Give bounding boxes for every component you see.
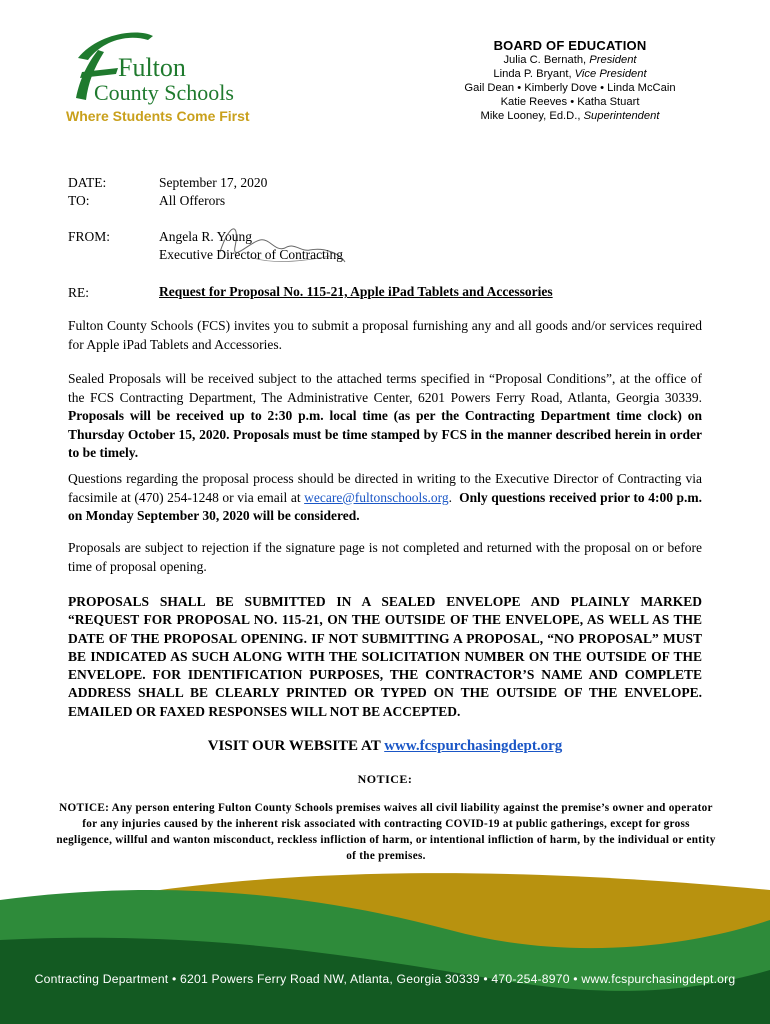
footer-banner [0, 860, 770, 1024]
from-title: Executive Director of Contracting [159, 247, 344, 262]
logo-line2: County Schools [94, 80, 234, 105]
board-title: BOARD OF EDUCATION [493, 38, 647, 53]
visit-website: VISIT OUR WEBSITE AT www.fcspurchasingdept.org [207, 738, 563, 754]
board-line-4: Katie Reeves • Katha Stuart [500, 96, 640, 108]
to-label: TO: [68, 193, 90, 208]
signature-image [190, 212, 350, 272]
email-link[interactable]: wecare@fultonschools.org [304, 489, 449, 505]
board-line-2: Linda P. Bryant, Vice President [493, 68, 647, 80]
fulton-county-schools-logo [58, 28, 258, 128]
board-line-3: Gail Dean • Kimberly Dove • Linda McCain [464, 82, 676, 94]
re-subject: Request for Proposal No. 115-21, Apple iPad Tablets and Accessories [159, 284, 553, 299]
notice-title: NOTICE: [357, 772, 413, 786]
paragraph-submission-instructions: PROPOSALS SHALL BE SUBMITTED IN A SEALED ENVELOPE AND PLAINLY MARKED “REQUEST FOR PROPOSAL NO. 115-21, ON THE OUTSIDE OF THE ENVELOPE, AS WELL AS THE DATE OF THE PROPOSAL OPENING. IF NOT SUBMITTING A PROPOSAL, “NO PROPOSAL” MUST BE INDICATED AS SUCH ALONG WITH THE SOLICITATION NUMBER ON THE OUTSIDE OF THE ENVELOPE. FOR IDENTIFICATION PURPOSES, THE CONTRACTOR’S NAME AND COMPLETE ADDRESS SHALL BE CLEARLY PRINTED OR TYPED ON THE OUTSIDE OF THE ENVELOPE. EMAILED OR FAXED RESPONSES WILL NOT BE ACCEPTED. [68, 594, 702, 719]
board-of-education [420, 38, 720, 123]
notice-body: NOTICE: Any person entering Fulton County Schools premises waives all civil liability against the premise’s owner and operator for any injuries caused by the inherent risk associated with contracting COVID-19 at public gatherings, except for gross negligence, willful and wanton misconduct, reckless infliction of harm, or intentional infliction of harm, by the individual or entity of the premises. [56, 802, 716, 862]
from-name: Angela R. Young [159, 229, 253, 244]
logo-tagline: Where Students Come First [66, 108, 250, 124]
paragraph-questions: Questions regarding the proposal process should be directed in writing to the Executive Director of Contracting via facsimile at (470) 254-1248 or via email at wecare@fultonschools.org. Only questions received prior to 4:00 p.m. on Monday September 30, 2020 will be considered. [68, 471, 703, 523]
date-value: September 17, 2020 [159, 175, 268, 190]
footer-contact: Contracting Department • 6201 Powers Ferry Road NW, Atlanta, Georgia 30339 • 470-254-8970 • www.fcspurchasingdept.org [34, 972, 736, 986]
paragraph-rejection: Proposals are subject to rejection if the signature page is not completed and returned with the proposal on or before time of proposal opening. [68, 540, 702, 574]
board-line-5: Mike Looney, Ed.D., Superintendent [480, 110, 660, 122]
website-link[interactable]: www.fcspurchasingdept.org [384, 738, 563, 754]
board-line-1: Julia C. Bernath, President [503, 54, 637, 66]
paragraph-sealed-proposals: Sealed Proposals will be received subject to the attached terms specified in “Proposal Conditions”, at the office of the FCS Contracting Department, The Administrative Center, 6201 Powers Ferry Road, Atlanta, Georgia 30339. Proposals will be received up to 2:30 p.m. local time (as per the Contracting Department time clock) on Thursday October 15, 2020. Proposals must be time stamped by FCS in the manner described herein in order to be timely. [68, 371, 702, 460]
to-value: All Offerors [159, 193, 226, 208]
re-label: RE: [68, 285, 90, 300]
date-label: DATE: [68, 175, 107, 190]
paragraph-invitation: Fulton County Schools (FCS) invites you to submit a proposal furnishing any and all goods and/or services required for Apple iPad Tablets and Accessories. [68, 318, 702, 352]
logo-line1: Fulton [118, 53, 186, 82]
from-label: FROM: [68, 229, 111, 244]
